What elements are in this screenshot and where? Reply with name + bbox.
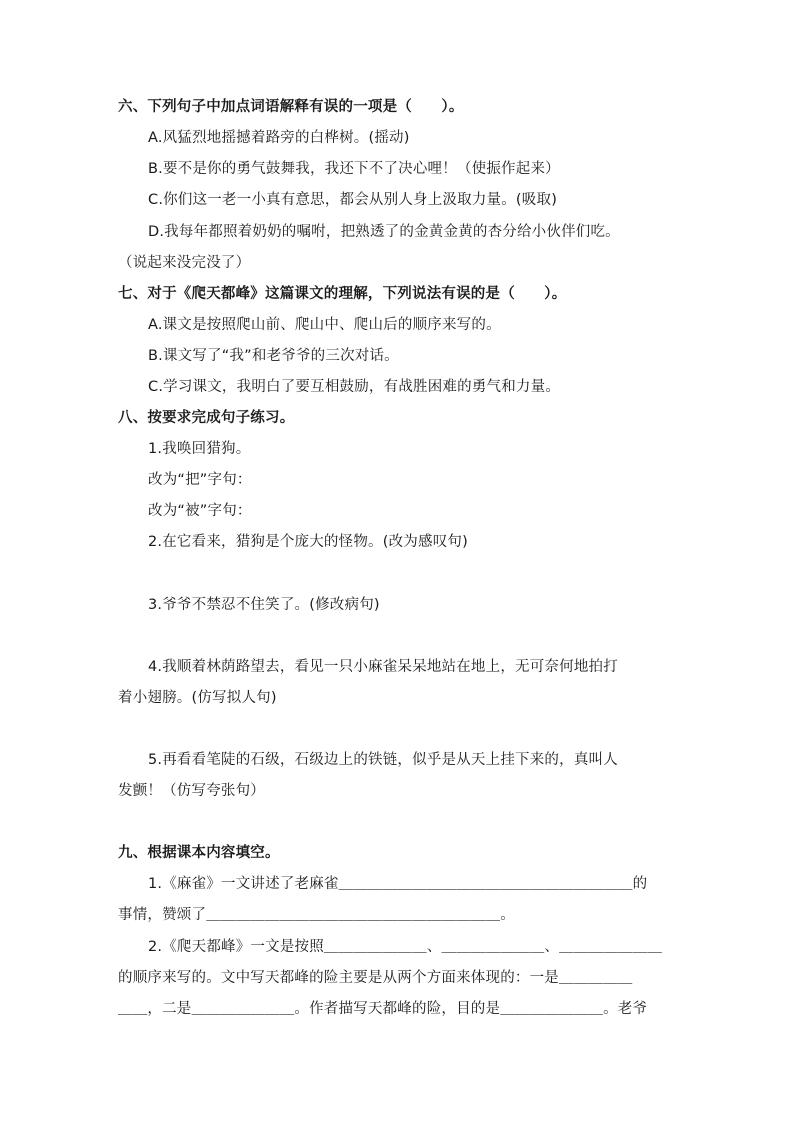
q9-line-4: 的顺序来写的。文中写天都峰的险主要是从两个方面来体现的：一是＿＿＿＿＿ xyxy=(118,970,633,986)
q8-sentence-4-cont: 着小翅膀。(仿写拟人句) xyxy=(118,690,277,706)
q6-option-b: B.要不是你的勇气鼓舞我，我还下不了决心哩！（使振作起来） xyxy=(148,161,560,177)
q6-option-c: C.你们这一老一小真有意思，都会从别人身上汲取力量。(吸取) xyxy=(148,192,558,208)
q9-title: 九、根据课本内容填空。 xyxy=(118,845,280,861)
q7-option-b: B.课文写了“我”和老爷爷的三次对话。 xyxy=(148,348,399,364)
q8-sentence-5-cont: 发颤！（仿写夸张句） xyxy=(118,783,265,799)
q8-sentence-1-ba: 改为“把”字句： xyxy=(148,472,252,488)
q9-line-1: 1.《麻雀》一文讲述了老麻雀＿＿＿＿＿＿＿＿＿＿＿＿＿＿＿＿＿＿＿＿的 xyxy=(148,876,648,892)
q6-option-d-cont: （说起来没完没了） xyxy=(118,255,251,271)
q9-line-3: 2.《爬天都峰》一文是按照＿＿＿＿＿＿＿、＿＿＿＿＿＿＿、＿＿＿＿＿＿＿ xyxy=(148,939,663,955)
q8-sentence-3: 3.爷爷不禁忍不住笑了。(修改病句) xyxy=(148,597,380,613)
q7-title: 七、对于《爬天都峰》这篇课文的理解，下列说法有误的是（ ）。 xyxy=(118,286,567,302)
q8-sentence-1: 1.我唤回猎狗。 xyxy=(148,441,251,457)
q7-option-a: A.课文是按照爬山前、爬山中、爬山后的顺序来写的。 xyxy=(148,317,501,333)
q6-title: 六、下列句子中加点词语解释有误的一项是（ ）。 xyxy=(118,99,464,115)
q8-title: 八、按要求完成句子练习。 xyxy=(118,410,295,426)
q9-line-2: 事情，赞颂了＿＿＿＿＿＿＿＿＿＿＿＿＿＿＿＿＿＿＿＿。 xyxy=(118,907,515,923)
q6-option-d: D.我每年都照着奶奶的嘱咐，把熟透了的金黄金黄的杏分给小伙伴们吃。 xyxy=(148,224,620,240)
q6-option-a: A.风猛烈地摇撼着路旁的白桦树。(摇动) xyxy=(148,130,410,146)
q8-sentence-5: 5.再看看笔陡的石级，石级边上的铁链，似乎是从天上挂下来的，真叫人 xyxy=(148,752,618,768)
q8-sentence-4: 4.我顺着林荫路望去，看见一只小麻雀呆呆地站在地上，无可奈何地拍打 xyxy=(148,659,618,675)
q8-sentence-1-bei: 改为“被”字句： xyxy=(148,503,252,519)
q9-line-5: ＿＿，二是＿＿＿＿＿＿＿。作者描写天都峰的险，目的是＿＿＿＿＿＿＿。老爷 xyxy=(118,1001,648,1017)
q8-sentence-2: 2.在它看来，猎狗是个庞大的怪物。(改为感叹句) xyxy=(148,534,468,550)
q7-option-c: C.学习课文，我明白了要互相鼓励，有战胜困难的勇气和力量。 xyxy=(148,379,561,395)
